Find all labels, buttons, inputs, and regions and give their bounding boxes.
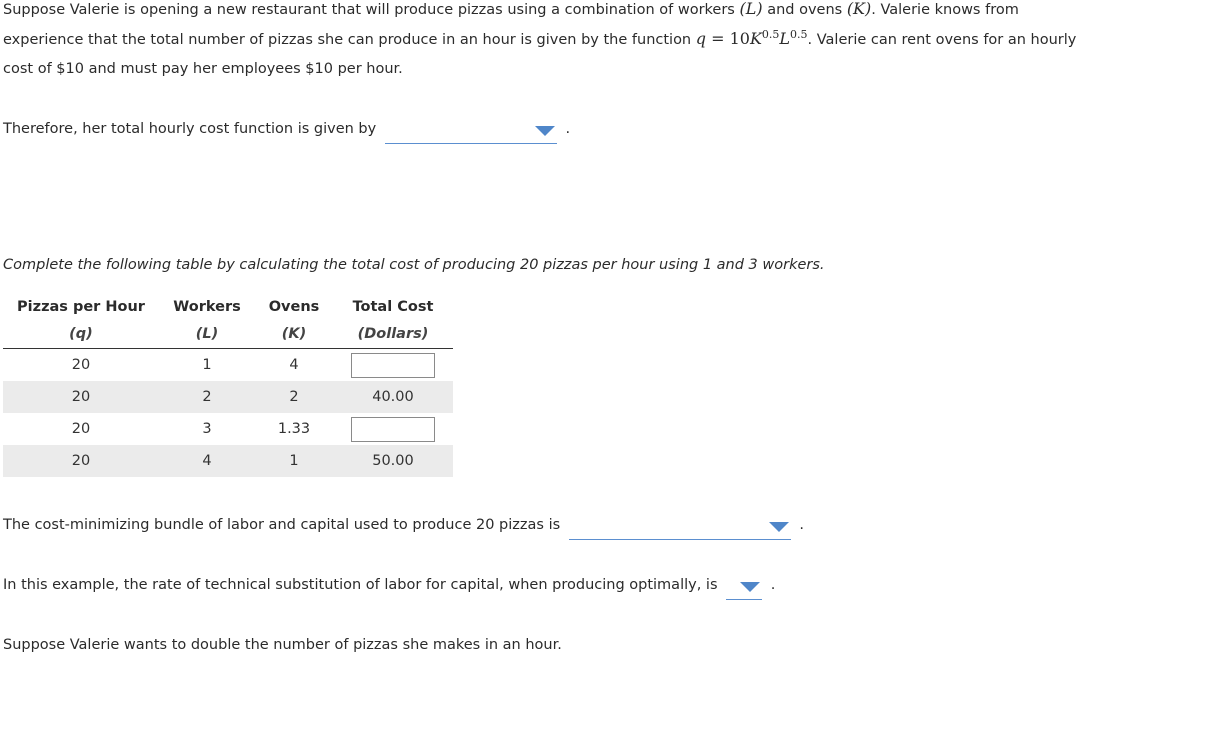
intro-text: . Valerie can rent ovens for an hourly (807, 32, 1077, 48)
table-row (3, 445, 453, 477)
intro-text: . Valerie knows from (871, 2, 1019, 18)
table-row (3, 349, 453, 382)
total-cost-input-row1[interactable] (351, 353, 435, 378)
cell-k: 2 (255, 381, 333, 413)
cell-cost: 50.00 (333, 445, 453, 477)
cell-k: 1.33 (277, 421, 311, 437)
total-cost-input-row3[interactable] (351, 417, 435, 442)
cell-cost (333, 349, 453, 382)
production-function: $q = 10K^{0.5}L^{0.5}$ (695, 28, 808, 48)
intro-text: Suppose Valerie is opening a new restaurant that will produce pizzas using a combination of workers (3, 2, 735, 18)
dropdown-arrow-icon (535, 126, 555, 136)
capital-symbol: (K) (846, 0, 872, 18)
cell-q: 20 (71, 421, 91, 437)
subheader-l: (L) (159, 320, 255, 349)
header-ovens: Ovens (268, 299, 320, 315)
cell-k: 1 (255, 445, 333, 477)
intro-line-2 (3, 24, 1076, 55)
header-workers: Workers (173, 299, 241, 315)
question-rts: In this example, the rate of technical substitution of labor for capital, when producing optimally, is . (3, 570, 775, 600)
intro-text: and ovens (767, 2, 843, 18)
cell-k: 4 (289, 357, 299, 373)
cell-q: 20 (3, 381, 159, 413)
cell-l: 1 (202, 357, 212, 373)
question-text: In this example, the rate of technical substitution of labor for capital, when producing optimally, is (3, 577, 718, 593)
labor-symbol: (L) (739, 0, 763, 18)
question-text: Therefore, her total hourly cost function is given by (3, 121, 377, 137)
question-cost-minimizing-bundle: The cost-minimizing bundle of labor and capital used to produce 20 pizzas is . (3, 510, 804, 540)
table-instruction: Complete the following table by calculating the total cost of producing 20 pizzas per hour using 1 and 3 workers. (3, 257, 825, 273)
subheader-k: (K) (255, 320, 333, 349)
cost-table (3, 294, 453, 477)
intro-text: experience that the total number of pizzas she can produce in an hour is given by the function (3, 32, 692, 48)
header-pizzas: Pizzas per Hour (17, 299, 145, 315)
subheader-q: (q) (3, 320, 159, 349)
rts-dropdown[interactable] (726, 577, 762, 600)
table-row (3, 413, 453, 445)
question-text: The cost-minimizing bundle of labor and capital used to produce 20 pizzas is (3, 517, 561, 533)
dropdown-arrow-icon (740, 582, 760, 592)
cell-cost: 40.00 (333, 381, 453, 413)
intro-line-1 (3, 0, 1019, 25)
header-total-cost: Total Cost (352, 299, 434, 315)
intro-line-3: cost of $10 and must pay her employees $10 per hour. (3, 61, 403, 77)
cell-l: 3 (202, 421, 212, 437)
cost-function-dropdown[interactable] (385, 121, 557, 144)
bundle-dropdown[interactable] (569, 517, 791, 540)
cell-cost (333, 413, 453, 445)
cell-l: 4 (159, 445, 255, 477)
question-cost-function: Therefore, her total hourly cost function is given by . (3, 114, 570, 144)
dropdown-arrow-icon (769, 522, 789, 532)
closing-text: Suppose Valerie wants to double the number of pizzas she makes in an hour. (3, 637, 562, 653)
cell-q: 20 (3, 445, 159, 477)
subheader-dollars: (Dollars) (333, 320, 453, 349)
table-row (3, 381, 453, 413)
cell-l: 2 (159, 381, 255, 413)
cell-q: 20 (71, 357, 91, 373)
